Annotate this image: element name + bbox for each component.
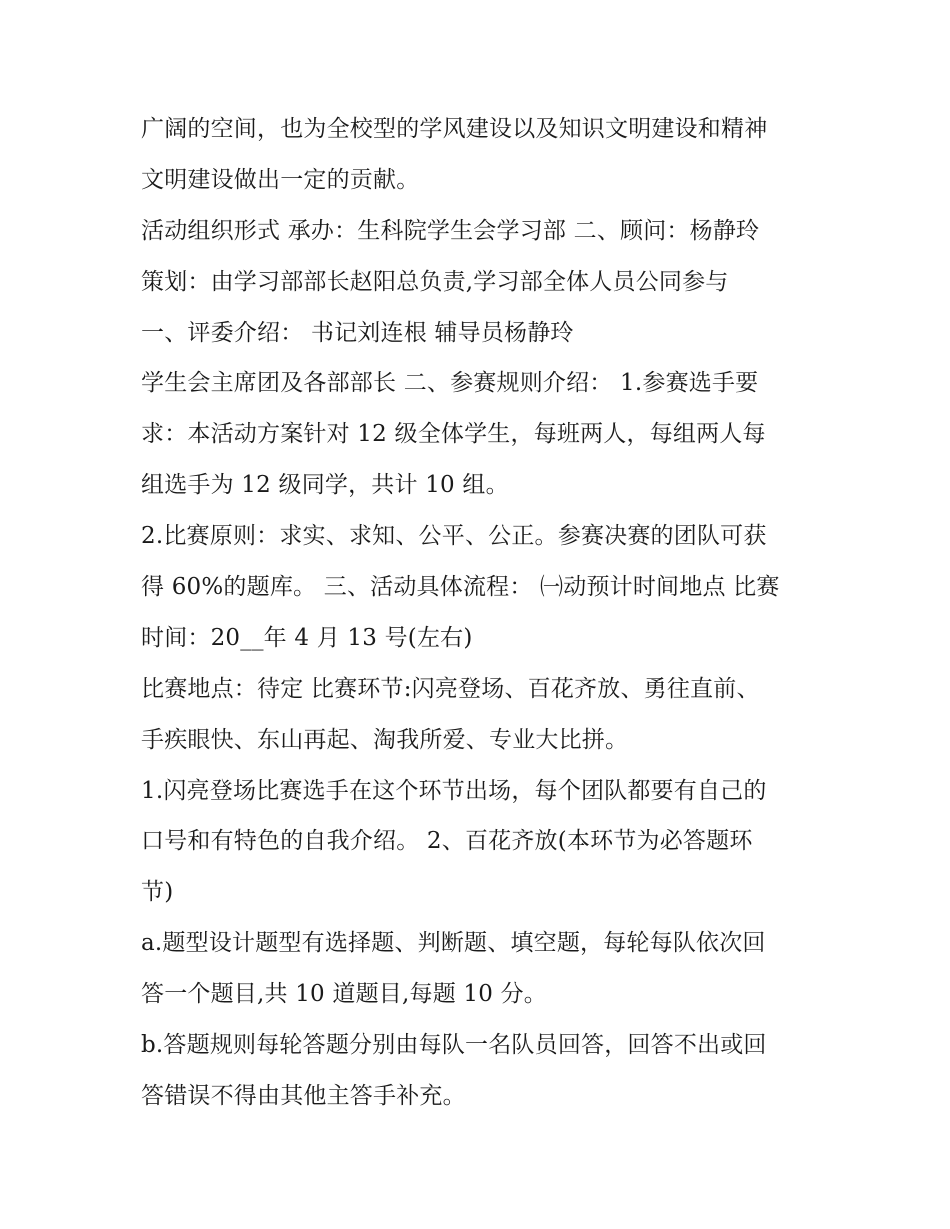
text-line: a.题型设计题型有选择题、判断题、填空题，每轮每队依次回 — [141, 930, 766, 957]
document-body — [141, 104, 821, 1122]
text-line: 得 60%的题库。 三、活动具体流程： ㈠动预计时间地点 比赛 — [141, 574, 780, 601]
text-line: 2.比赛原则：求实、求知、公平、公正。参赛决赛的团队可获 — [141, 523, 767, 550]
text-line: 比赛地点：待定 比赛环节:闪亮登场、百花齐放、勇往直前、 — [141, 675, 760, 702]
text-line: 1.闪亮登场比赛选手在这个环节出场，每个团队都要有自己的 — [141, 777, 767, 804]
text-line: 广阔的空间，也为全校型的学风建设以及知识文明建设和精神 — [141, 116, 768, 142]
text-line: 一、评委介绍： 书记刘连根 辅导员杨静玲 — [141, 319, 574, 346]
text-line: 求：本活动方案针对 12 级全体学生，每班两人，每组两人每 — [141, 421, 766, 448]
text-line: 文明建设做出一定的贡献。 — [141, 166, 420, 193]
text-line: b.答题规则每轮答题分别由每队一名队员回答，回答不出或回 — [141, 1032, 767, 1059]
text-line: 时间：20__年 4 月 13 号(左右) — [141, 624, 473, 651]
text-line: 学生会主席团及各部部长 二、参赛规则介绍： 1.参赛选手要 — [141, 370, 759, 397]
text-line: 节) — [141, 879, 174, 906]
text-line: 口号和有特色的自我介绍。 2、百花齐放(本环节为必答题环 — [141, 828, 753, 855]
text-line: 策划：由学习部部长赵阳总负责,学习部全体人员公同参与 — [141, 268, 729, 295]
text-line: 组选手为 12 级同学，共计 10 组。 — [141, 472, 509, 499]
text-line: 活动组织形式 承办：生科院学生会学习部 二、顾问：杨静玲 — [141, 217, 760, 244]
text-line: 答一个题目,共 10 道题目,每题 10 分。 — [141, 981, 547, 1008]
text-line: 手疾眼快、东山再起、淘我所爱、专业大比拼。 — [141, 726, 629, 753]
text-line: 答错误不得由其他主答手补充。 — [141, 1082, 466, 1109]
